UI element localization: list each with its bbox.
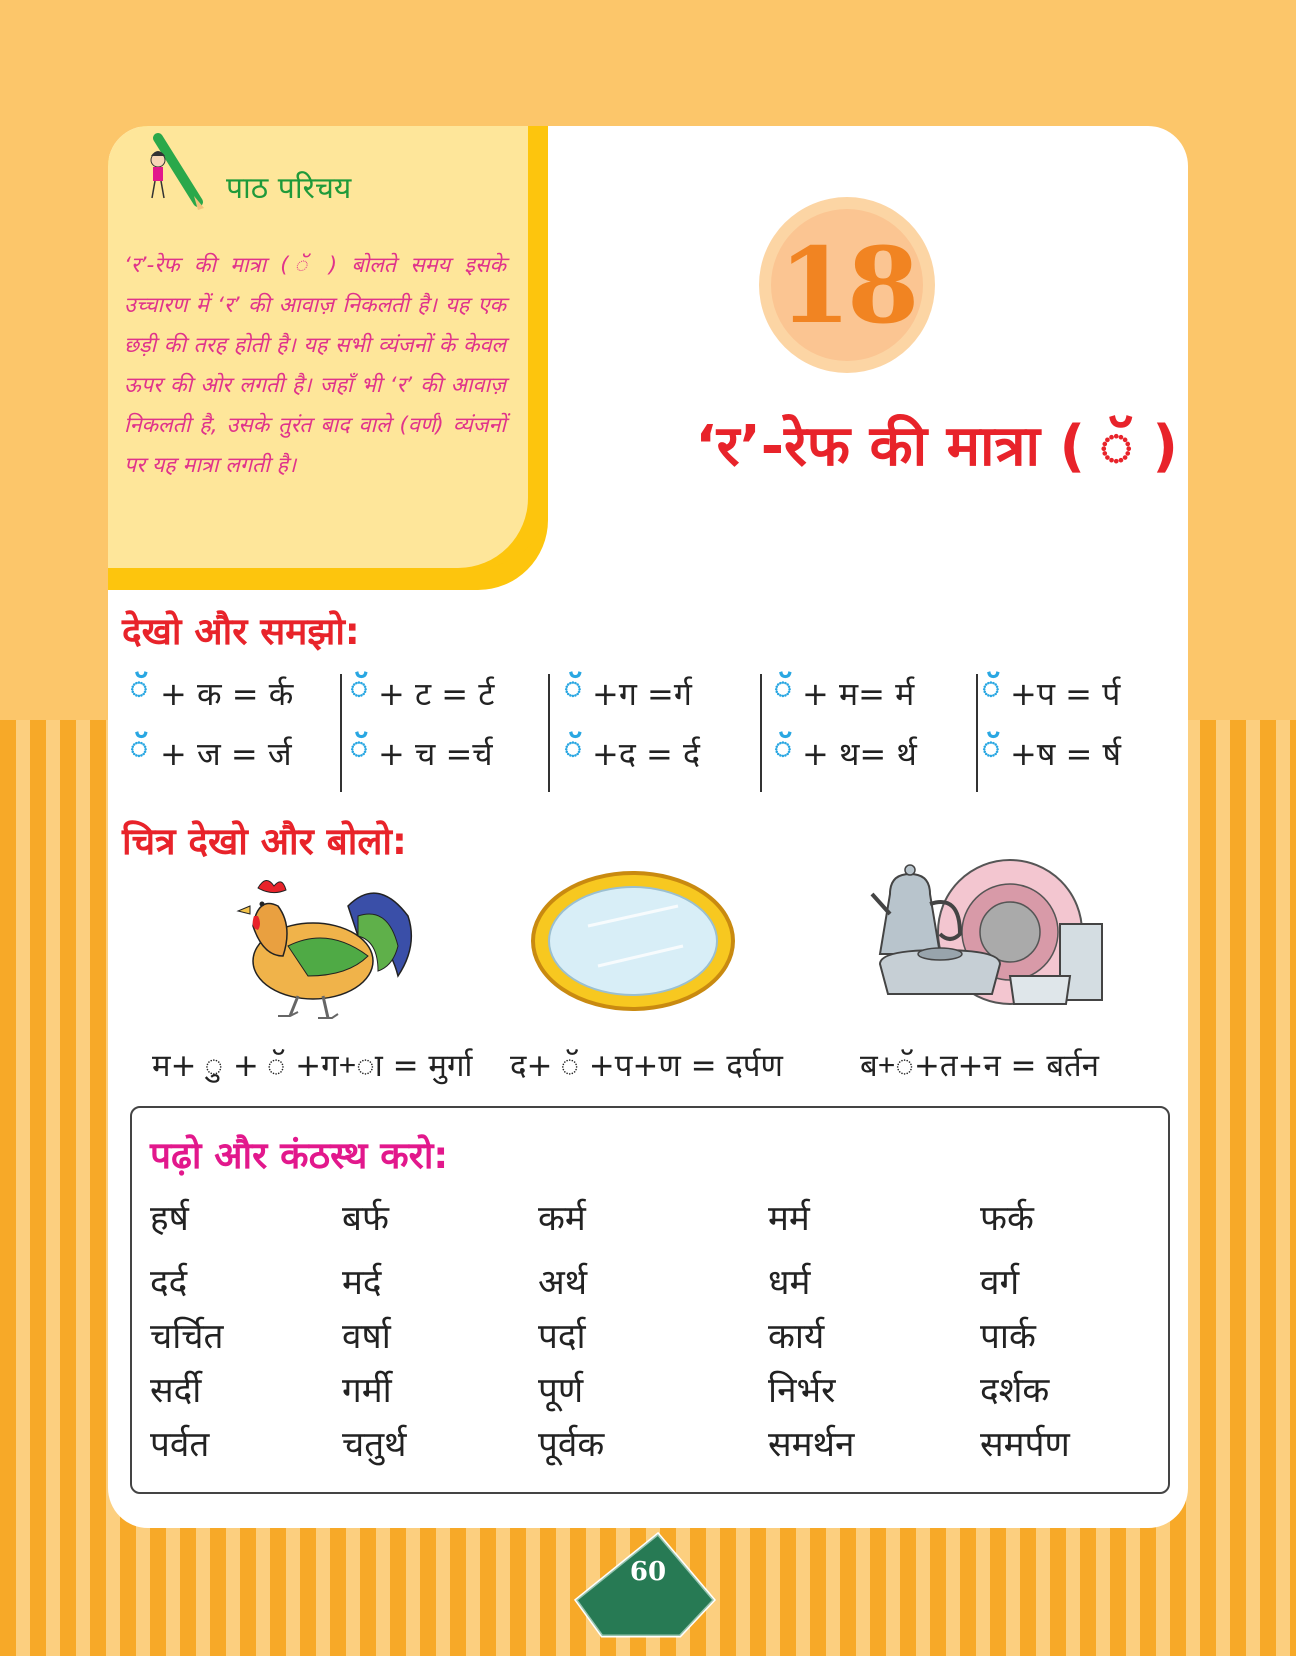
reph-mark: ॅ — [130, 731, 148, 766]
combo-item: +ष = र्ष — [1010, 735, 1121, 773]
word-item: कर्म — [538, 1199, 586, 1239]
word-item: पार्क — [980, 1317, 1036, 1357]
rooster-illustration — [218, 866, 418, 1026]
word-item: समर्पण — [980, 1425, 1070, 1465]
word-item: सर्दी — [150, 1371, 202, 1411]
word-item: गर्मी — [342, 1371, 392, 1411]
word-item: बर्फ — [342, 1199, 389, 1239]
picture-section-heading: चित्र देखो और बोलो: — [122, 820, 407, 863]
lesson-intro-panel — [108, 126, 528, 568]
utensils-illustration — [870, 854, 1110, 1024]
page-card — [108, 126, 1188, 1528]
chapter-title: ‘र’-रेफ की मात्रा ( ॅ ) — [695, 414, 1178, 479]
word-item: मर्म — [768, 1199, 810, 1239]
word-item: वर्ग — [980, 1263, 1020, 1303]
reph-mark: ॅ — [774, 671, 792, 706]
word-item: मर्द — [342, 1263, 382, 1303]
read-memorize-box — [130, 1106, 1170, 1494]
column-divider — [340, 674, 342, 792]
word-item: पूर्ण — [538, 1371, 584, 1411]
combo-item: + थ= र्थ — [802, 735, 917, 773]
word-item: पूर्वक — [538, 1425, 605, 1465]
word-item: पर्दा — [538, 1317, 586, 1357]
utensils-word-equation: ब+ॅ+त+न = बर्तन — [860, 1048, 1099, 1084]
word-item: चतुर्थ — [342, 1425, 407, 1465]
combo-item: + ज = र्ज — [160, 735, 292, 773]
word-item: कार्य — [768, 1317, 825, 1357]
chapter-number-badge — [759, 197, 935, 373]
combo-item: + म= र्म — [802, 675, 915, 713]
reph-mark: ॅ — [982, 671, 1000, 706]
column-divider — [976, 674, 978, 792]
column-divider — [548, 674, 550, 792]
word-item: दर्द — [150, 1263, 188, 1303]
word-item: धर्म — [768, 1263, 811, 1303]
combo-item: + क = र्क — [160, 675, 294, 713]
word-item: निर्भर — [768, 1371, 836, 1411]
reph-mark: ॅ — [982, 731, 1000, 766]
reph-mark: ॅ — [350, 731, 368, 766]
rooster-word-equation: म+ ु + ॅ +ग+ा = मुर्गा — [152, 1048, 473, 1084]
reph-mark: ॅ — [350, 671, 368, 706]
lesson-intro-title: पाठ परिचय — [226, 171, 352, 206]
girl-with-pencil-icon — [136, 132, 208, 212]
reph-mark: ॅ — [564, 731, 582, 766]
word-item: चर्चित — [150, 1317, 224, 1357]
combo-item: +प = र्प — [1010, 675, 1121, 713]
mirror-word-equation: द+ ॅ +प+ण = दर्पण — [510, 1048, 783, 1084]
mirror-illustration — [528, 866, 738, 1016]
combo-item: + च =र्च — [378, 735, 493, 773]
combo-item: +ग =र्ग — [592, 675, 692, 713]
word-item: पर्वत — [150, 1425, 210, 1465]
column-divider — [760, 674, 762, 792]
read-memorize-heading: पढ़ो और कंठस्थ करो: — [150, 1134, 449, 1177]
word-item: दर्शक — [980, 1371, 1050, 1411]
word-item: अर्थ — [538, 1263, 588, 1303]
word-item: वर्षा — [342, 1317, 391, 1357]
combo-item: +द = र्द — [592, 735, 700, 773]
word-item: समर्थन — [768, 1425, 855, 1465]
word-item: फर्क — [980, 1199, 1034, 1239]
reph-combination-grid — [128, 666, 1178, 796]
reph-mark: ॅ — [564, 671, 582, 706]
see-understand-heading: देखो और समझो: — [122, 610, 360, 653]
word-item: हर्ष — [150, 1199, 189, 1239]
reph-mark: ॅ — [774, 731, 792, 766]
chapter-number: 18 — [778, 223, 916, 347]
reph-mark: ॅ — [130, 671, 148, 706]
combo-item: + ट = र्ट — [378, 675, 495, 713]
lesson-intro-text: ‘र’-रेफ की मात्रा ( ॅ ) बोलते समय इसके उच्चारण में ‘र’ की आवाज़ निकलती है। यह एक छड़ी की तरह होती है। यह सभी व्यंजनों के केवल ऊपर की ओर लगती है। जहाँ भी ‘र’ की आवाज़ निकलती है, उसके तुरंत बाद वाले (वर्ण) व्यंजनों पर यह मात्रा लगती है। — [124, 253, 506, 478]
page-number: 60 — [629, 1557, 667, 1587]
